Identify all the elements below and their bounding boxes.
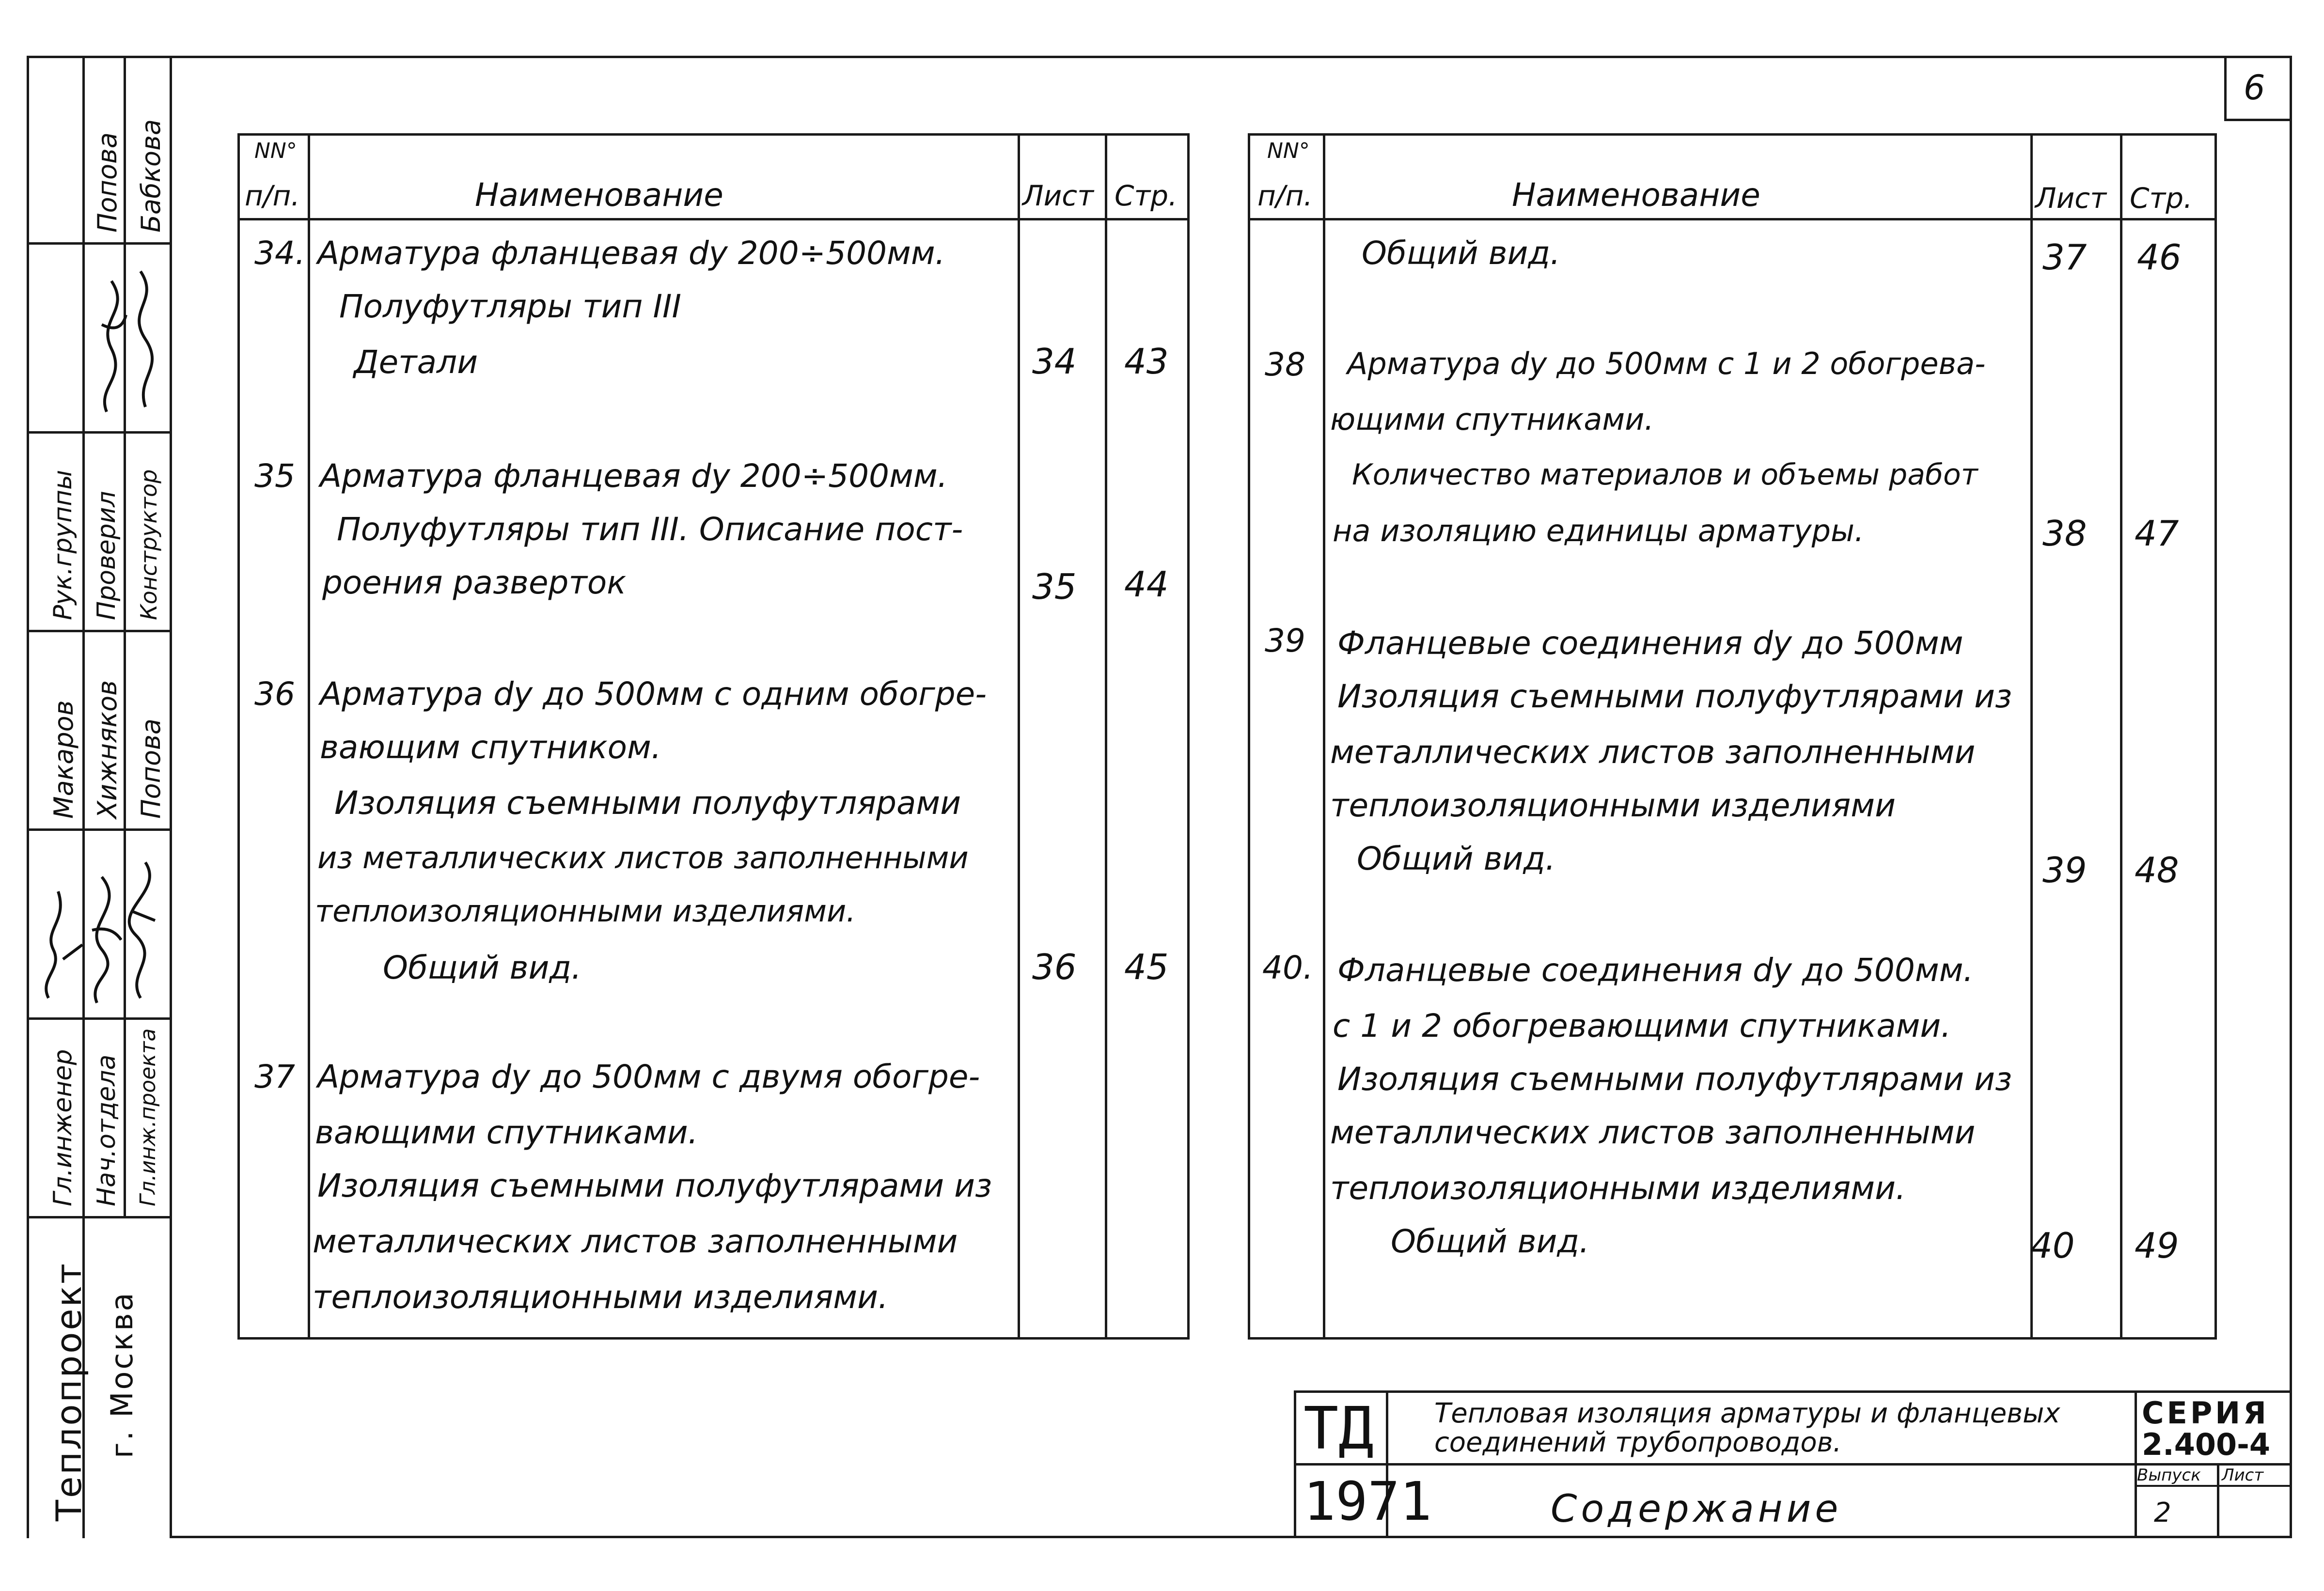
left-entry-37-line3: Изоляция съемными полуфутлярами из xyxy=(317,1167,992,1204)
left-entry-36-sheet: 36 xyxy=(1032,947,1077,987)
right-entry-40-sheet: 40 xyxy=(2030,1225,2075,1266)
left-entry-36-line6: Общий вид. xyxy=(383,949,581,986)
left-entry-35-line2: Полуфутляры тип III. Описание пост- xyxy=(337,511,963,548)
title-code: ТД xyxy=(1303,1395,1374,1463)
page-number: 6 xyxy=(2244,68,2265,108)
role-chief-project-engineer: Гл.инж.проекта xyxy=(136,1028,160,1206)
title-description-line2: соединений трубопроводов. xyxy=(1434,1427,1842,1458)
name-popova-2: Попова xyxy=(92,132,123,233)
left-entry-35-num: 35 xyxy=(254,457,295,495)
left-entry-34-num: 34. xyxy=(254,234,305,272)
left-entry-37-line5: теплоизоляционными изделиями. xyxy=(313,1279,888,1316)
right-entry-40-page: 49 xyxy=(2135,1225,2179,1266)
left-entry-34-sheet: 34 xyxy=(1032,341,1077,382)
right-entry-38-line4: на изоляцию единицы арматуры. xyxy=(1333,513,1864,548)
role-checked: Проверил xyxy=(92,491,121,620)
document-title: Содержание xyxy=(1551,1487,1842,1531)
frame-right-line xyxy=(2290,56,2292,1538)
right-entry-37-sheet: 37 xyxy=(2042,237,2087,278)
right-entry-38-page: 47 xyxy=(2135,513,2179,554)
left-entry-36-line4: из металлических листов заполненными xyxy=(317,840,969,875)
org-city: г. Москва xyxy=(104,1291,140,1458)
left-entry-34-line3: Детали xyxy=(354,343,478,381)
name-makarov: Макаров xyxy=(48,700,79,819)
sheet-label: Лист xyxy=(2222,1466,2264,1485)
left-entry-36-line5: теплоизоляционными изделиями. xyxy=(315,893,856,929)
left-entry-35-line1: Арматура фланцевая dy 200÷500мм. xyxy=(320,457,948,495)
left-header-num-top: NN° xyxy=(254,139,297,163)
right-entry-38-line3: Количество материалов и объемы работ xyxy=(1352,458,1978,492)
series-label: СЕРИЯ xyxy=(2142,1395,2269,1431)
right-entry-40-line2: с 1 и 2 обогревающими спутниками. xyxy=(1333,1007,1951,1045)
series-value: 2.400-4 xyxy=(2142,1427,2270,1462)
right-entry-38-sheet: 38 xyxy=(2042,513,2087,554)
right-entry-37-page: 46 xyxy=(2137,237,2182,278)
left-entry-35-line3: роения разверток xyxy=(322,564,627,601)
name-babkova: Бабкова xyxy=(136,119,166,233)
right-entry-39-sheet: 39 xyxy=(2042,850,2087,890)
frame-top-line xyxy=(27,56,2292,58)
frame-left-line xyxy=(27,56,29,1538)
left-entry-36-line1: Арматура dy до 500мм с одним обогре- xyxy=(320,675,987,713)
right-entry-40-line6: Общий вид. xyxy=(1391,1223,1589,1260)
role-chief-engineer: Гл.инженер xyxy=(48,1049,78,1206)
left-entry-37-line4: металлических листов заполненными xyxy=(313,1223,958,1260)
right-entry-40-num: 40. xyxy=(1262,949,1313,986)
left-entry-36-line2: вающим спутником. xyxy=(320,729,661,766)
left-entry-34-page: 43 xyxy=(1124,341,1169,382)
right-entry-40-line5: теплоизоляционными изделиями. xyxy=(1330,1170,1906,1207)
right-entry-37-line1: Общий вид. xyxy=(1362,234,1560,272)
left-entry-36-line3: Изоляция съемными полуфутлярами xyxy=(334,784,961,822)
right-entry-39-line1: Фланцевые соединения dy до 500мм xyxy=(1337,624,1963,662)
sheet-value: 2 xyxy=(2154,1497,2171,1529)
left-entry-36-page: 45 xyxy=(1124,947,1169,987)
right-entry-39-num: 39 xyxy=(1265,622,1305,659)
right-entry-39-page: 48 xyxy=(2135,850,2179,890)
role-designer: Конструктор xyxy=(136,469,162,620)
role-group-head: Рук.группы xyxy=(48,469,78,620)
right-header-name: Наименование xyxy=(1512,176,1760,214)
right-entry-39-line5: Общий вид. xyxy=(1357,840,1555,877)
right-header-num-top: NN° xyxy=(1267,139,1310,163)
left-header-num-bottom: п/п. xyxy=(245,179,300,212)
org-name: Теплопроект xyxy=(48,1262,89,1521)
name-popova: Попова xyxy=(136,718,166,819)
left-header-page: Стр. xyxy=(1115,179,1178,212)
right-entry-39-line4: теплоизоляционными изделиями xyxy=(1330,787,1896,824)
name-khizhnyakov: Хижняков xyxy=(92,680,123,819)
frame-bottom-line xyxy=(172,1536,2292,1538)
left-entry-35-page: 44 xyxy=(1124,564,1169,605)
left-entry-34-line2: Полуфутляры тип III xyxy=(339,288,681,325)
left-entry-37-num: 37 xyxy=(254,1058,295,1095)
right-header-page: Стр. xyxy=(2130,182,2193,215)
title-description-line1: Тепловая изоляция арматуры и фланцевых xyxy=(1434,1398,2060,1429)
issue-label: Выпуск xyxy=(2137,1466,2201,1485)
right-entry-38-line2: ющими спутниками. xyxy=(1330,402,1654,437)
left-entry-37-line2: вающими спутниками. xyxy=(315,1114,698,1151)
signature-strip-upper xyxy=(87,252,170,426)
left-entry-34-line1: Арматура фланцевая dy 200÷500мм. xyxy=(317,234,945,272)
right-header-num-bottom: п/п. xyxy=(1257,179,1313,212)
left-entry-36-num: 36 xyxy=(254,675,295,713)
right-entry-40-line4: металлических листов заполненными xyxy=(1330,1114,1976,1151)
right-entry-39-line2: Изоляция съемными полуфутлярами из xyxy=(1337,678,2012,715)
right-entry-38-num: 38 xyxy=(1265,346,1305,383)
left-header-sheet: Лист xyxy=(1022,179,1094,212)
left-header-name: Наименование xyxy=(475,176,723,214)
signature-strip-lower xyxy=(29,833,170,1017)
left-entry-37-line1: Арматура dy до 500мм с двумя обогре- xyxy=(317,1058,980,1095)
role-dept-head: Нач.отдела xyxy=(92,1054,121,1206)
right-header-sheet: Лист xyxy=(2035,182,2106,215)
left-entry-35-sheet: 35 xyxy=(1032,566,1077,607)
right-entry-38-line1: Арматура dy до 500мм с 1 и 2 обогрева- xyxy=(1347,346,1986,381)
right-entry-40-line1: Фланцевые соединения dy до 500мм. xyxy=(1337,951,1974,989)
right-entry-40-line3: Изоляция съемными полуфутлярами из xyxy=(1337,1061,2012,1098)
right-entry-39-line3: металлических листов заполненными xyxy=(1330,733,1976,771)
title-year: 1971 xyxy=(1303,1470,1432,1532)
